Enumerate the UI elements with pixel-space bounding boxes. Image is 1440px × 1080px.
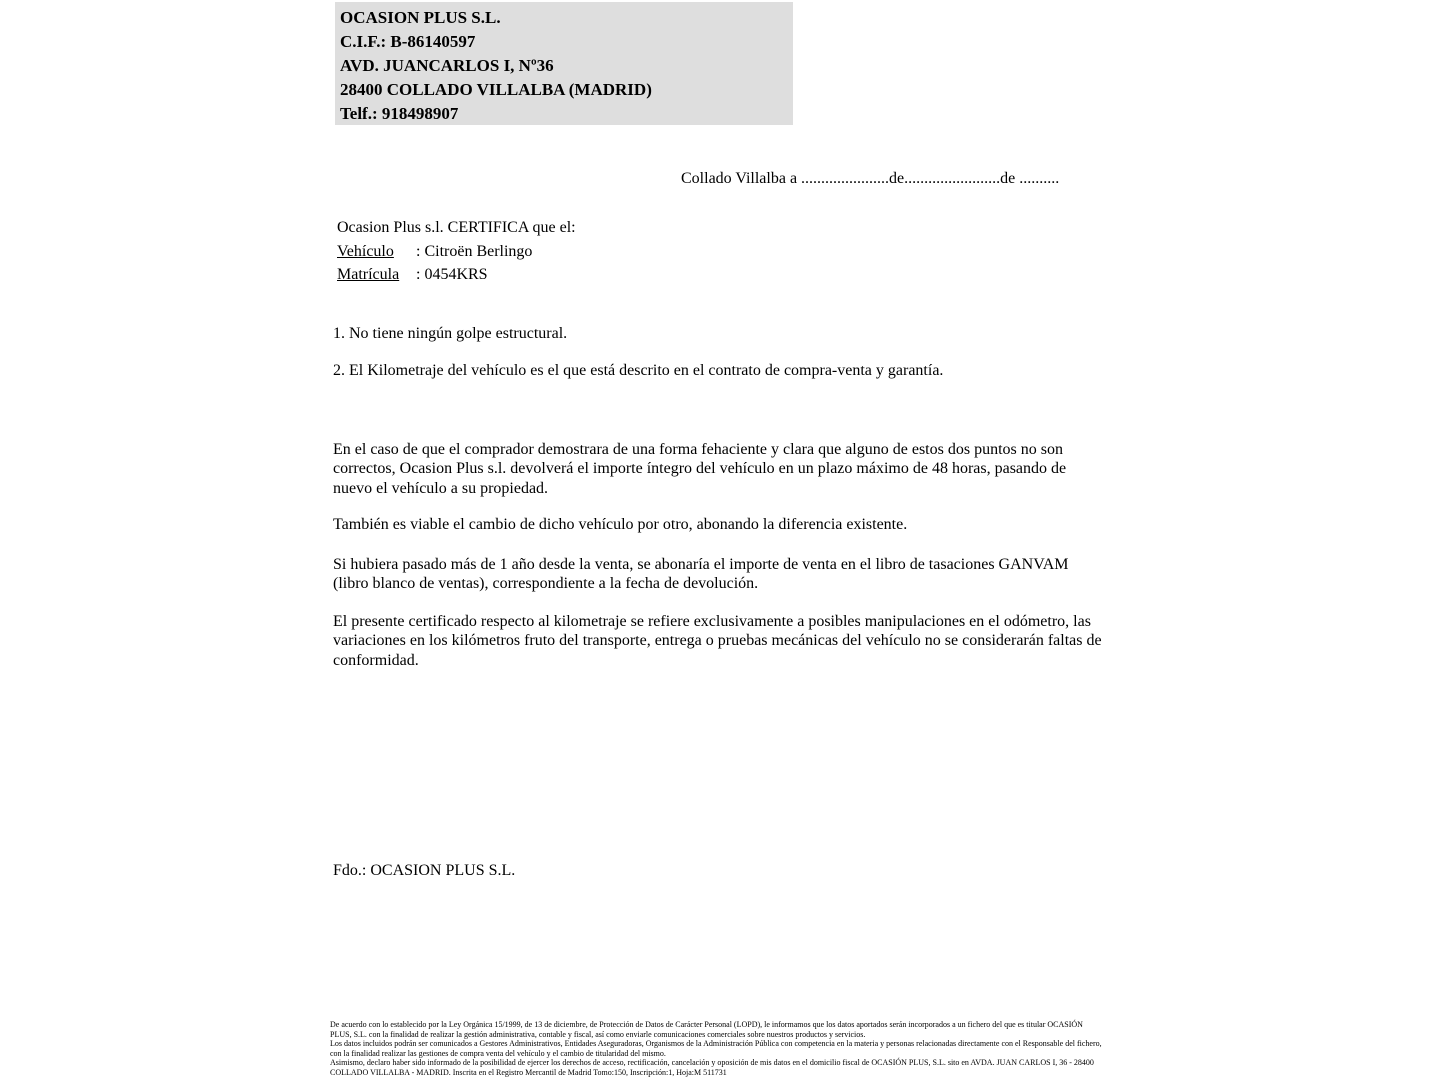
company-cif: C.I.F.: B-86140597 bbox=[340, 32, 476, 51]
paragraph-exchange-option: También es viable el cambio de dicho vehículo por otro, abonando la diferencia existente. bbox=[333, 516, 908, 533]
certification-block bbox=[337, 216, 576, 287]
paragraph-ganvam-valuation: Si hubiera pasado más de 1 año desde la venta, se abonaría el importe de venta en el libro de tasaciones GANVAM (libro blanco de ventas), correspondiente a la fecha de devolución. bbox=[333, 556, 1069, 593]
condition-2-mileage: 2. El Kilometraje del vehículo es el que está descrito en el contrato de compra-venta y garantía. bbox=[333, 362, 944, 379]
company-letterhead-box bbox=[335, 2, 793, 125]
date-blank-line: Collado Villalba a ......................de........................de .......... bbox=[681, 170, 1060, 187]
company-city: 28400 COLLADO VILLALBA (MADRID) bbox=[340, 80, 652, 99]
legal-paragraph-lopd: De acuerdo con lo establecido por la Ley Orgánica 15/1999, de 13 de diciembre, de Protección de Datos de Carácter Personal (LOPD), le informamos que los datos aportados serán incorporados a un fichero del que es titular OCASIÓN PLUS, S.L. con la finalidad de realizar la gestión administrativa, contable y fiscal, así como enviarle comunicaciones comerciales sobre nuestros productos y servicios. bbox=[330, 1020, 1083, 1039]
company-name: OCASION PLUS S.L. bbox=[340, 8, 501, 27]
plate-row bbox=[337, 263, 576, 287]
vehicle-value: : Citroën Berlingo bbox=[416, 242, 533, 260]
legal-paragraph-rights: Asimismo, declaro haber sido informado de la posibilidad de ejercer los derechos de acceso, rectificación, cancelación y oposición de mis datos en el domicilio fiscal de OCASIÓN PLUS, S.L. sito en AVDA. JUAN CARLOS I, 36 - 28400 COLLADO VILLALBA - MADRID. Inscrita en el Registro Mercantil de Madrid Tomo:150, Inscripción:1, Hoja:M 511731 bbox=[330, 1058, 1094, 1077]
paragraph-odometer-disclaimer: El presente certificado respecto al kilometraje se refiere exclusivamente a posibles manipulaciones en el odómetro, las variaciones en los kilómetros fruto del transporte, entrega o pruebas mecánicas del vehículo no se considerarán faltas de conformidad. bbox=[333, 613, 1102, 669]
certifies-intro: Ocasion Plus s.l. CERTIFICA que el: bbox=[337, 219, 576, 236]
condition-1-no-structural-damage: 1. No tiene ningún golpe estructural. bbox=[333, 325, 568, 342]
paragraph-refund-policy: En el caso de que el comprador demostrara de una forma fehaciente y clara que alguno de estos dos puntos no son correctos, Ocasion Plus s.l. devolverá el importe íntegro del vehículo en un plazo máximo de 48 horas, pasando de nuevo el vehículo a su propiedad. bbox=[333, 441, 1067, 497]
vehicle-label: Vehículo bbox=[337, 242, 394, 260]
vehicle-row bbox=[337, 240, 576, 264]
legal-fineprint bbox=[330, 1020, 1102, 1078]
plate-label: Matrícula bbox=[337, 266, 400, 283]
company-phone: Telf.: 918498907 bbox=[340, 104, 459, 123]
company-address: AVD. JUANCARLOS I, Nº36 bbox=[340, 56, 554, 75]
legal-paragraph-data-sharing: Los datos incluidos podrán ser comunicados a Gestores Administrativos, Entidades Aseguradoras, Organismos de la Administración Pública con competencia en la materia y personas relacionadas directamente con el Responsable del fichero, con la finalidad realizar las gestiones de compra venta del vehículo y el cambio de titularidad del mismo. bbox=[330, 1039, 1102, 1058]
signature-line: Fdo.: OCASION PLUS S.L. bbox=[333, 862, 516, 879]
plate-value: : 0454KRS bbox=[416, 266, 488, 283]
